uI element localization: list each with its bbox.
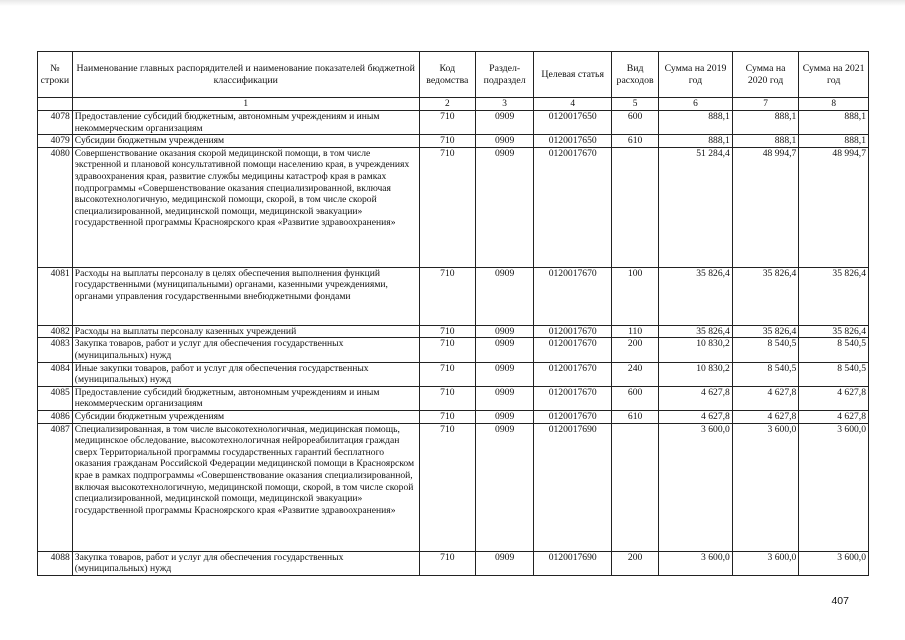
row-sum-2019: 35 826,4 <box>659 325 733 338</box>
row-type: 100 <box>612 267 659 325</box>
column-number: 6 <box>659 98 733 111</box>
row-name: Закупка товаров, работ и услуг для обеспечения государственных (муниципальных) нужд <box>72 551 419 575</box>
row-number: 4086 <box>38 410 73 423</box>
row-target: 0120017670 <box>534 325 612 338</box>
row-sum-2021: 35 826,4 <box>799 267 869 325</box>
row-number: 4085 <box>38 386 73 410</box>
row-number: 4080 <box>38 147 73 267</box>
row-sum-2021: 8 540,5 <box>799 362 869 386</box>
row-sum-2019: 35 826,4 <box>659 267 733 325</box>
row-type: 240 <box>612 362 659 386</box>
table-row <box>38 386 869 410</box>
row-target: 0120017670 <box>534 338 612 362</box>
row-sum-2020: 3 600,0 <box>732 423 799 551</box>
row-sum-2020: 4 627,8 <box>732 386 799 410</box>
row-code: 710 <box>419 147 475 267</box>
row-name: Субсидии бюджетным учреждениям <box>72 410 419 423</box>
row-section: 0909 <box>475 111 533 135</box>
row-name: Совершенствование оказания скорой медицинской помощи, в том числе экстренной и плановой консультативной помощи населению края, в учреждениях здравоохранения края, развитие службы медицины катастроф края в рамках подпрограммы «Совершенствование оказания специализированной, включая высокотехнологичную, медицинской помощи, скорой, в том числе скорой специализированной, медицинской помощи, медицинской эвакуации» государственной программы Красноярского края «Развитие здравоохранения» <box>72 147 419 267</box>
table-row <box>38 338 869 362</box>
row-code: 710 <box>419 423 475 551</box>
table-row <box>38 362 869 386</box>
row-name: Расходы на выплаты персоналу в целях обеспечения выполнения функций государственными (муниципальными) органами, казенными учреждениями, органами управления государственными внебюджетными фондами <box>72 267 419 325</box>
header-name: Наименование главных распорядителей и наименование показателей бюджетной классификации <box>72 52 419 98</box>
row-sum-2020: 8 540,5 <box>732 338 799 362</box>
row-sum-2020: 3 600,0 <box>732 551 799 575</box>
table-row <box>38 267 869 325</box>
table-row <box>38 135 869 148</box>
row-target: 0120017690 <box>534 551 612 575</box>
header-sum-2019: Сумма на 2019 год <box>659 52 733 98</box>
header-type: Вид расходов <box>612 52 659 98</box>
row-type: 200 <box>612 551 659 575</box>
row-section: 0909 <box>475 338 533 362</box>
row-number: 4084 <box>38 362 73 386</box>
row-sum-2021: 888,1 <box>799 111 869 135</box>
table-row <box>38 423 869 551</box>
row-number: 4083 <box>38 338 73 362</box>
row-name: Предоставление субсидий бюджетным, автономным учреждениям и иным некоммерческим организациям <box>72 386 419 410</box>
row-sum-2021: 3 600,0 <box>799 551 869 575</box>
row-code: 710 <box>419 325 475 338</box>
row-section: 0909 <box>475 267 533 325</box>
row-sum-2019: 51 284,4 <box>659 147 733 267</box>
row-sum-2019: 4 627,8 <box>659 410 733 423</box>
row-section: 0909 <box>475 362 533 386</box>
row-section: 0909 <box>475 551 533 575</box>
table-row <box>38 147 869 267</box>
row-sum-2020: 35 826,4 <box>732 267 799 325</box>
row-target: 0120017670 <box>534 410 612 423</box>
row-section: 0909 <box>475 386 533 410</box>
row-type <box>612 423 659 551</box>
header-target: Целевая статья <box>534 52 612 98</box>
row-type <box>612 147 659 267</box>
row-sum-2019: 10 830,2 <box>659 362 733 386</box>
row-code: 710 <box>419 386 475 410</box>
row-sum-2019: 3 600,0 <box>659 551 733 575</box>
row-sum-2021: 3 600,0 <box>799 423 869 551</box>
header-rownum: № строки <box>38 52 73 98</box>
row-number: 4087 <box>38 423 73 551</box>
row-sum-2021: 4 627,8 <box>799 386 869 410</box>
column-number: 4 <box>534 98 612 111</box>
row-section: 0909 <box>475 135 533 148</box>
table-row <box>38 111 869 135</box>
table-row <box>38 325 869 338</box>
row-type: 610 <box>612 135 659 148</box>
header-sum-2021: Сумма на 2021 год <box>799 52 869 98</box>
row-target: 0120017670 <box>534 147 612 267</box>
row-sum-2020: 888,1 <box>732 135 799 148</box>
row-target: 0120017670 <box>534 386 612 410</box>
row-code: 710 <box>419 362 475 386</box>
column-number: 2 <box>419 98 475 111</box>
row-name: Закупка товаров, работ и услуг для обеспечения государственных (муниципальных) нужд <box>72 338 419 362</box>
column-number-row <box>38 98 869 111</box>
header-row <box>38 52 869 98</box>
row-sum-2021: 4 627,8 <box>799 410 869 423</box>
row-name: Субсидии бюджетным учреждениям <box>72 135 419 148</box>
column-number: 7 <box>732 98 799 111</box>
column-number: 3 <box>475 98 533 111</box>
row-sum-2020: 8 540,5 <box>732 362 799 386</box>
row-section: 0909 <box>475 147 533 267</box>
row-target: 0120017690 <box>534 423 612 551</box>
row-sum-2021: 8 540,5 <box>799 338 869 362</box>
row-type: 110 <box>612 325 659 338</box>
table-row <box>38 551 869 575</box>
row-type: 600 <box>612 111 659 135</box>
row-sum-2020: 888,1 <box>732 111 799 135</box>
row-sum-2020: 48 994,7 <box>732 147 799 267</box>
row-code: 710 <box>419 410 475 423</box>
row-number: 4081 <box>38 267 73 325</box>
row-code: 710 <box>419 267 475 325</box>
row-name: Иные закупки товаров, работ и услуг для обеспечения государственных (муниципальных) нужд <box>72 362 419 386</box>
scan-edge <box>0 0 905 6</box>
column-number: 1 <box>72 98 419 111</box>
row-name: Расходы на выплаты персоналу казенных учреждений <box>72 325 419 338</box>
row-type: 610 <box>612 410 659 423</box>
row-number: 4088 <box>38 551 73 575</box>
page-number: 407 <box>831 595 849 607</box>
header-sum-2020: Сумма на 2020 год <box>732 52 799 98</box>
row-code: 710 <box>419 551 475 575</box>
header-code: Код ведомства <box>419 52 475 98</box>
row-number: 4079 <box>38 135 73 148</box>
row-sum-2019: 3 600,0 <box>659 423 733 551</box>
row-target: 0120017670 <box>534 267 612 325</box>
row-section: 0909 <box>475 423 533 551</box>
row-sum-2021: 48 994,7 <box>799 147 869 267</box>
row-number: 4078 <box>38 111 73 135</box>
row-code: 710 <box>419 135 475 148</box>
table-row <box>38 410 869 423</box>
row-sum-2019: 888,1 <box>659 111 733 135</box>
row-type: 600 <box>612 386 659 410</box>
row-sum-2019: 4 627,8 <box>659 386 733 410</box>
row-sum-2019: 10 830,2 <box>659 338 733 362</box>
budget-table <box>37 51 869 576</box>
row-sum-2020: 35 826,4 <box>732 325 799 338</box>
row-section: 0909 <box>475 410 533 423</box>
row-number: 4082 <box>38 325 73 338</box>
row-section: 0909 <box>475 325 533 338</box>
row-code: 710 <box>419 338 475 362</box>
column-number <box>38 98 73 111</box>
column-number: 8 <box>799 98 869 111</box>
row-name: Специализированная, в том числе высокотехнологичная, медицинская помощь, медицинское обследование, высокотехнологичная нейрореабилитация граждан сверх Территориальной программы государственных гарантий бесплатного оказания гражданам Российской Федерации медицинской помощи в Красноярском крае в рамках подпрограммы «Совершенствование оказания специализированной, включая высокотехнологичную, медицинской помощи, скорой, в том числе скорой специализированной, медицинской помощи, медицинской эвакуации» государственной программы Красноярского края «Развитие здравоохранения» <box>72 423 419 551</box>
row-name: Предоставление субсидий бюджетным, автономным учреждениям и иным некоммерческим организациям <box>72 111 419 135</box>
row-target: 0120017650 <box>534 135 612 148</box>
row-sum-2019: 888,1 <box>659 135 733 148</box>
row-sum-2021: 888,1 <box>799 135 869 148</box>
row-target: 0120017670 <box>534 362 612 386</box>
row-sum-2020: 4 627,8 <box>732 410 799 423</box>
row-sum-2021: 35 826,4 <box>799 325 869 338</box>
row-type: 200 <box>612 338 659 362</box>
header-section: Раздел-подраздел <box>475 52 533 98</box>
row-target: 0120017650 <box>534 111 612 135</box>
row-code: 710 <box>419 111 475 135</box>
column-number: 5 <box>612 98 659 111</box>
